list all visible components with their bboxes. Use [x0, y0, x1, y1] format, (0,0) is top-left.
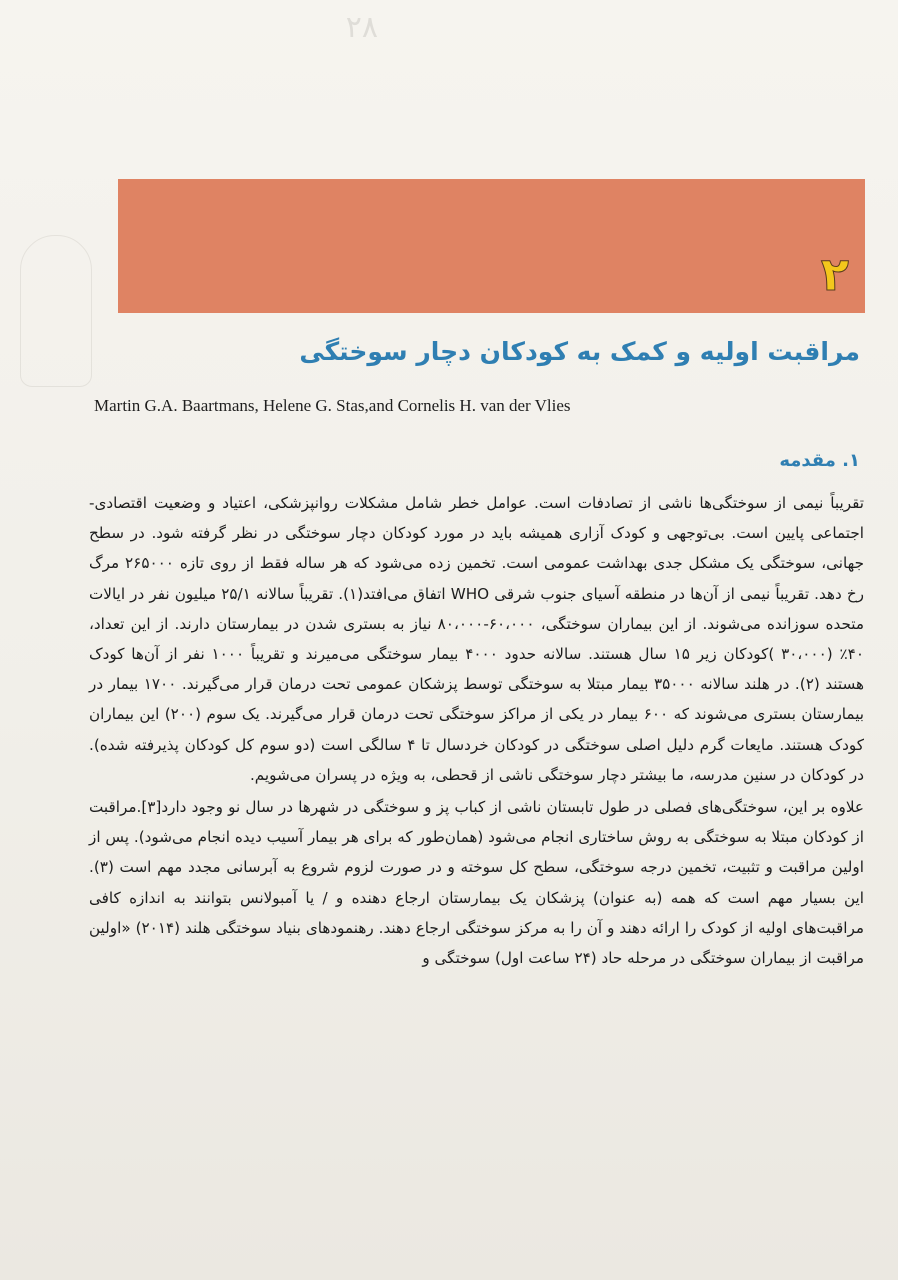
chapter-title: مراقبت اولیه و کمک به کودکان دچار سوختگی: [299, 337, 860, 366]
bleed-through-figure: [20, 235, 92, 387]
chapter-authors: Martin G.A. Baartmans, Helene G. Stas,and Cornelis H. van der Vlies: [94, 396, 571, 415]
body-text: [89, 488, 864, 973]
body-paragraph-2: علاوه بر این، سوختگی‌های فصلی در طول تابستان ناشی از کباب پز و سوختگی در شهرها در سال نو وجود دارد[۳].مراقبت از کودکان مبتلا به سوختگی به روش ساختاری انجام می‌شود (همان‌طور که برای هر بیمار آسیب دیده انجام می‌شود). پس از اولین مراقبت و تثبیت، تخمین درجه سوختگی، سطح کل سوخته و در صورت لزوم شروع به آبرسانی مجدد مهم است (۳). این بسیار مهم است که همه (به عنوان) پزشکان یک بیمارستان ارجاع دهنده و / یا آمبولانس بتوانند به اندازه کافی مراقبت‌های اولیه از کودک را ارائه دهند و آن را به مرکز سوختگی ارجاع دهند. رهنمودهای بنیاد سوختگی هلند (۲۰۱۴) «اولین مراقبت از بیماران سوختگی در مرحله حاد (۲۴ ساعت اول) سوختگی و: [89, 798, 864, 968]
chapter-number: ۲: [820, 247, 849, 301]
body-paragraph-1: تقریباً نیمی از سوختگی‌ها ناشی از تصادفات است. عوامل خطر شامل مشکلات روانپزشکی، اعتیاد و وضعیت اقتصادی-اجتماعی پایین است. بی‌توجهی و کودک آزاری همیشه باید در مورد کودکان دچار سوختگی در نظر گرفته شود. در سطح جهانی، سوختگی یک مشکل جدی بهداشت عمومی است. تخمین زده می‌شود که هر ساله فقط از روی تازه ۲۶۵۰۰۰ مرگ رخ دهد. تقریباً نیمی از آن‌ها در منطقه آسیای جنوب شرقی WHO اتفاق می‌افتد(۱). تقریباً سالانه ۲۵/۱ میلیون نفر در ایالات متحده سوزانده می‌شوند. از این بیماران سوختگی، ۶۰،۰۰۰-۸۰،۰۰۰ نیاز به بستری شدن در بیمارستان دارند. از این تعداد، ۴۰٪ (۳۰،۰۰۰ )کودکان زیر ۱۵ سال هستند. سالانه حدود ۴۰۰۰ بیمار سوختگی می‌میرند و تقریباً ۱۰۰۰ نفر از آن‌ها کودک هستند (۲). در هلند سالانه ۳۵۰۰۰ بیمار مبتلا به سوختگی توسط پزشکان عمومی تحت درمان قرار می‌گیرند. ۱۷۰۰ بیمار در بیمارستان بستری می‌شوند که ۶۰۰ بیمار در یکی از مراکز سوختگی تحت درمان قرار می‌گیرند. یک سوم (۲۰۰) این بیماران کودک هستند. مایعات گرم دلیل اصلی سوختگی در کودکان خردسال تا ۴ سالگی است (دو سوم کل کودکان پذیرفته شده). در کودکان در سنین مدرسه، ما بیشتر دچار سوختگی ناشی از قحطی، به ویژه در پسران می‌شویم.: [89, 494, 865, 784]
bleed-through-decoration: ۲۸: [345, 10, 378, 45]
section-heading: ۱. مقدمه: [779, 450, 860, 471]
chapter-banner: [118, 179, 865, 313]
